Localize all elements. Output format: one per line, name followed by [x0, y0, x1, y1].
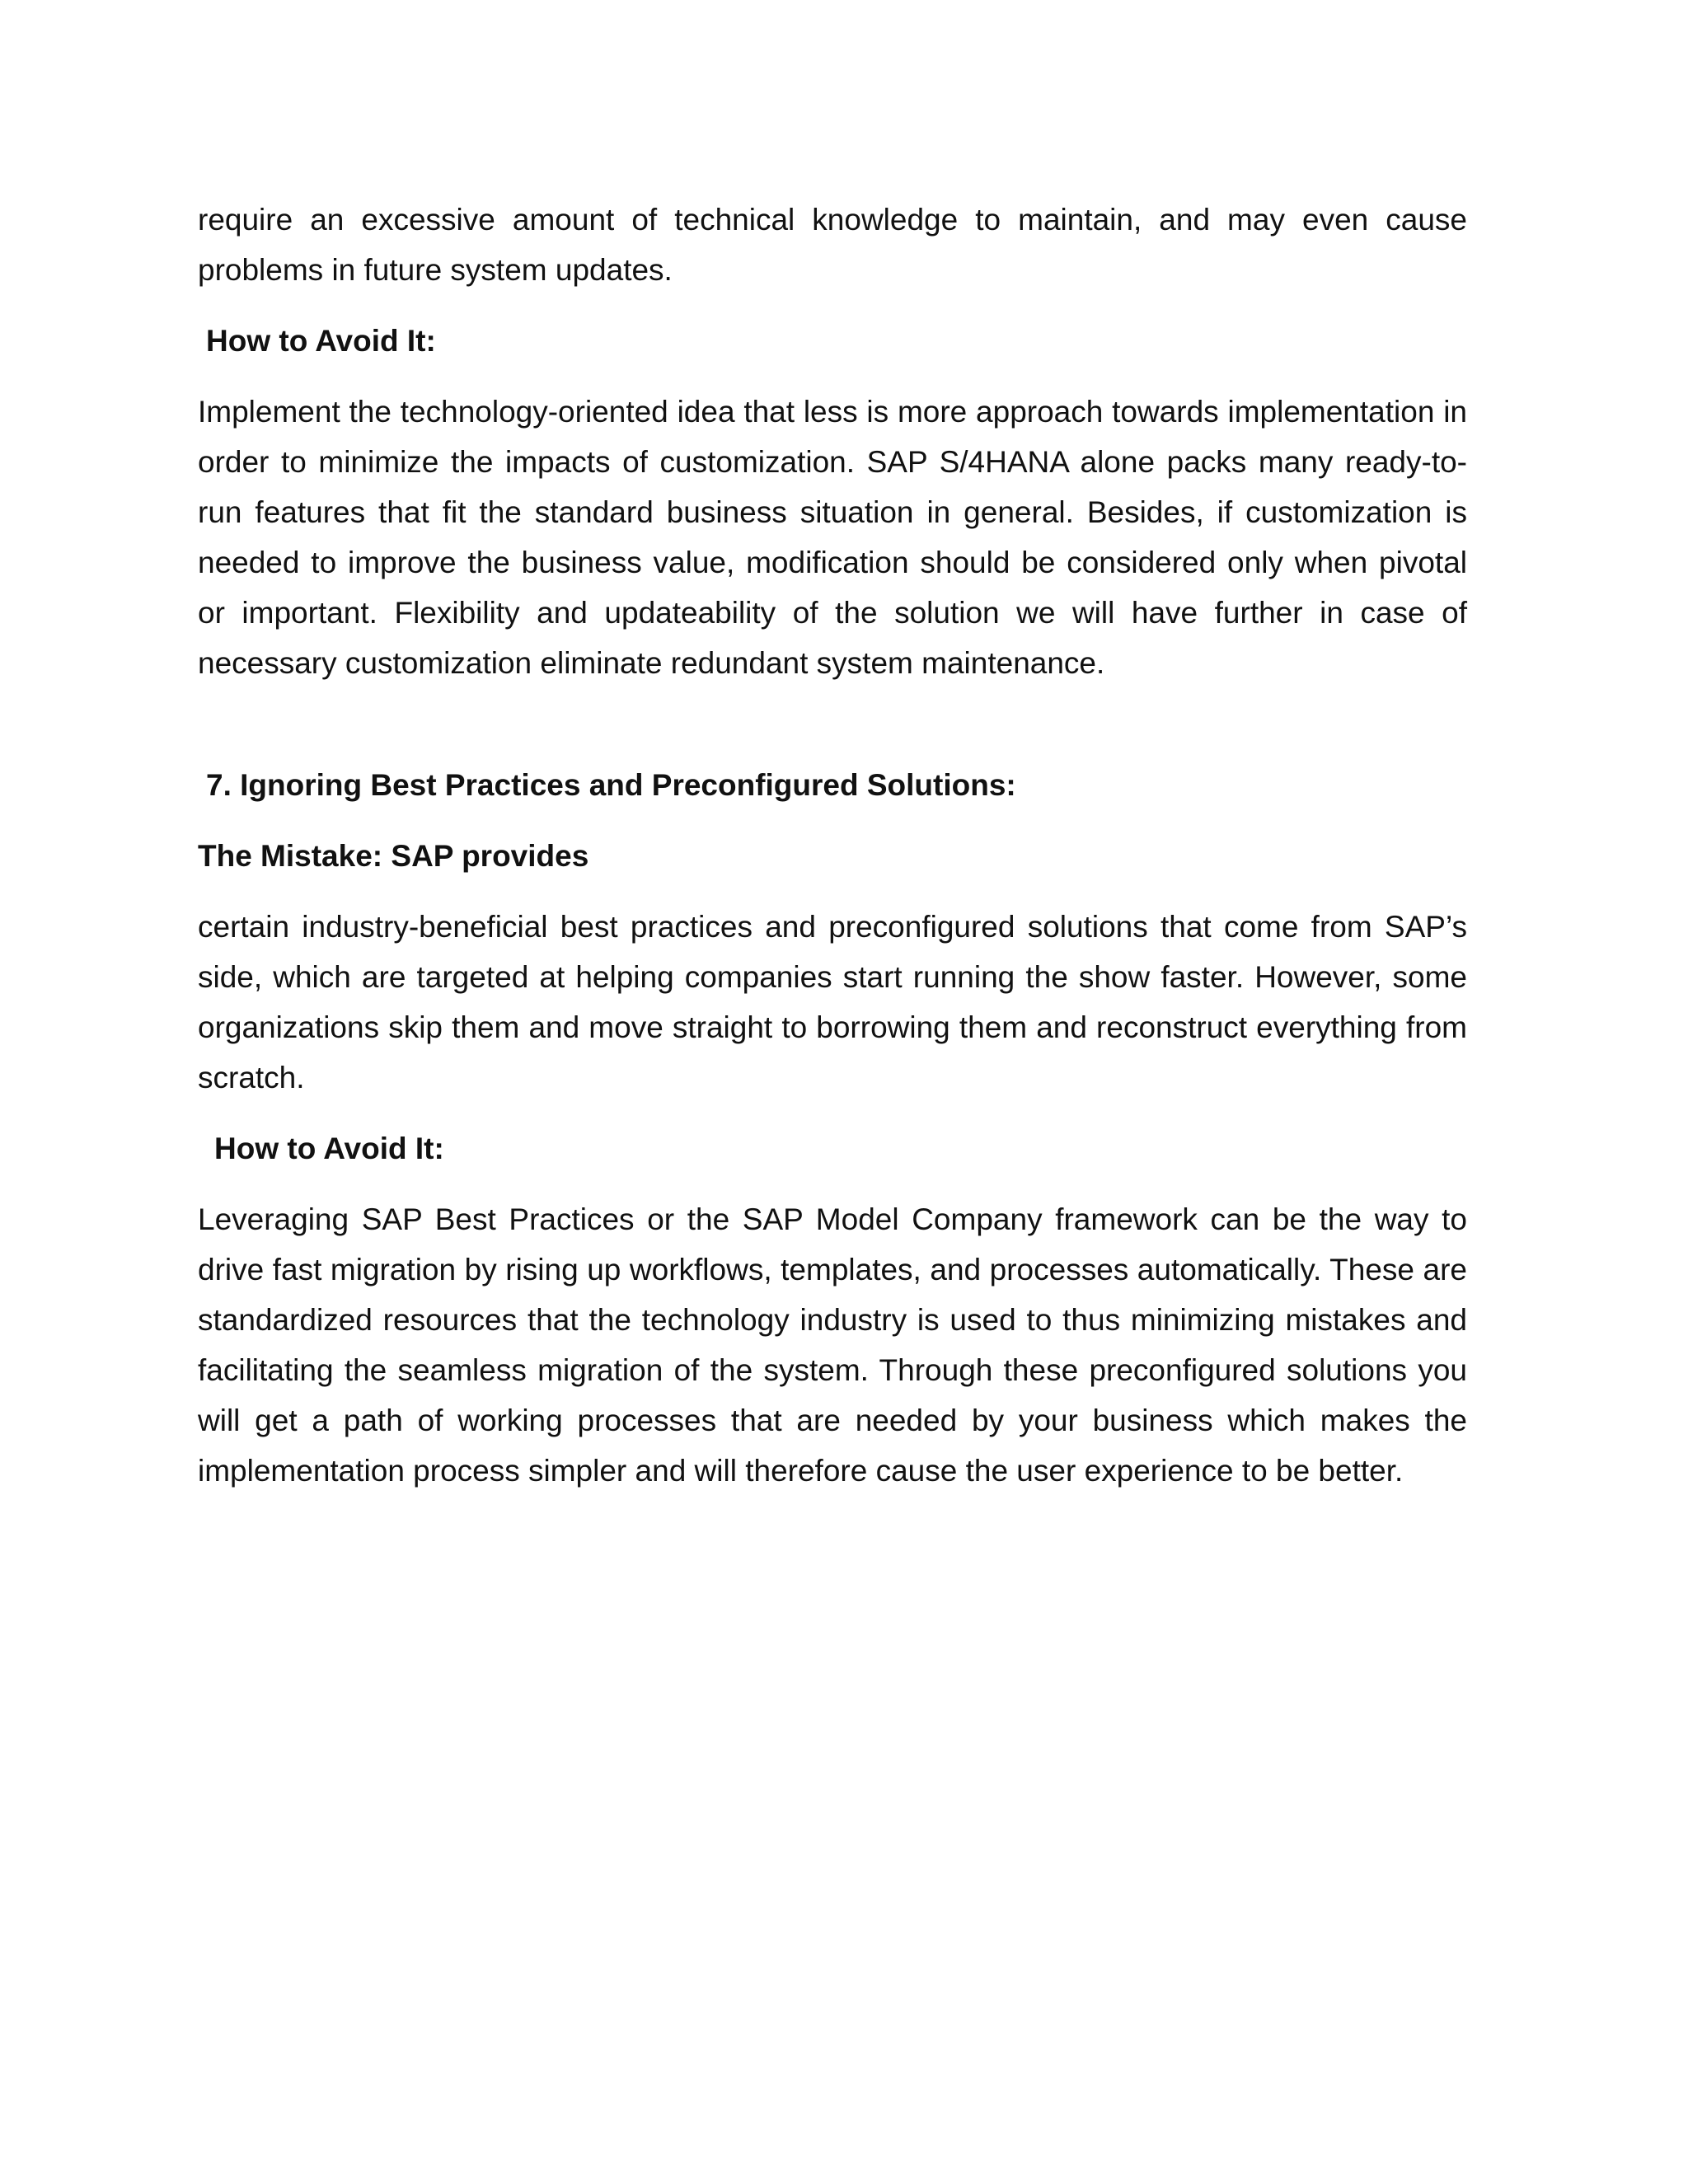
how-to-avoid-paragraph-section-7: Leveraging SAP Best Practices or the SAP Model Company framework can be the way to drive fast migration by rising up workflows, templates, and processes automatically. These are standardized resources that the technology industry is used to thus minimizing mistakes and facilitating the seamless migration of the system. Through these preconfigured solutions you will get a path of working processes that are needed by your business which makes the implementation process simpler and will therefore cause the user experience to be better. [198, 1202, 1467, 1488]
mistake-paragraph-section-7: certain industry-beneficial best practices and preconfigured solutions that come from SAP’s side, which are targeted at helping companies start running the show faster. However, some organizations skip them and move straight to borrowing them and reconstruct everything from scratch. [198, 910, 1467, 1094]
spacer [198, 688, 1467, 760]
spacer [198, 366, 1467, 387]
spacer [198, 810, 1467, 831]
section-7-title: 7. Ignoring Best Practices and Preconfigured Solutions: [206, 768, 1016, 802]
spacer [198, 1174, 1467, 1194]
spacer [198, 1103, 1467, 1123]
spacer [198, 881, 1467, 902]
how-to-avoid-heading-section-6: How to Avoid It: [206, 324, 436, 358]
mistake-heading-section-7: The Mistake: SAP provides [198, 839, 589, 873]
how-to-avoid-heading-section-7: How to Avoid It: [214, 1132, 444, 1165]
spacer [198, 295, 1467, 316]
how-to-avoid-paragraph-section-6: Implement the technology-oriented idea that less is more approach towards implementation in order to minimize the impacts of customization. SAP S/4HANA alone packs many ready-to-run features that fit the standard business situation in general. Besides, if customization is needed to improve the business value, modification should be considered only when pivotal or important. Flexibility and updateability of the solution we will have further in case of necessary customization eliminate redundant system maintenance. [198, 395, 1467, 680]
document-body [198, 194, 1467, 1496]
intro-paragraph: require an excessive amount of technical knowledge to maintain, and may even cause problems in future system updates. [198, 203, 1467, 287]
